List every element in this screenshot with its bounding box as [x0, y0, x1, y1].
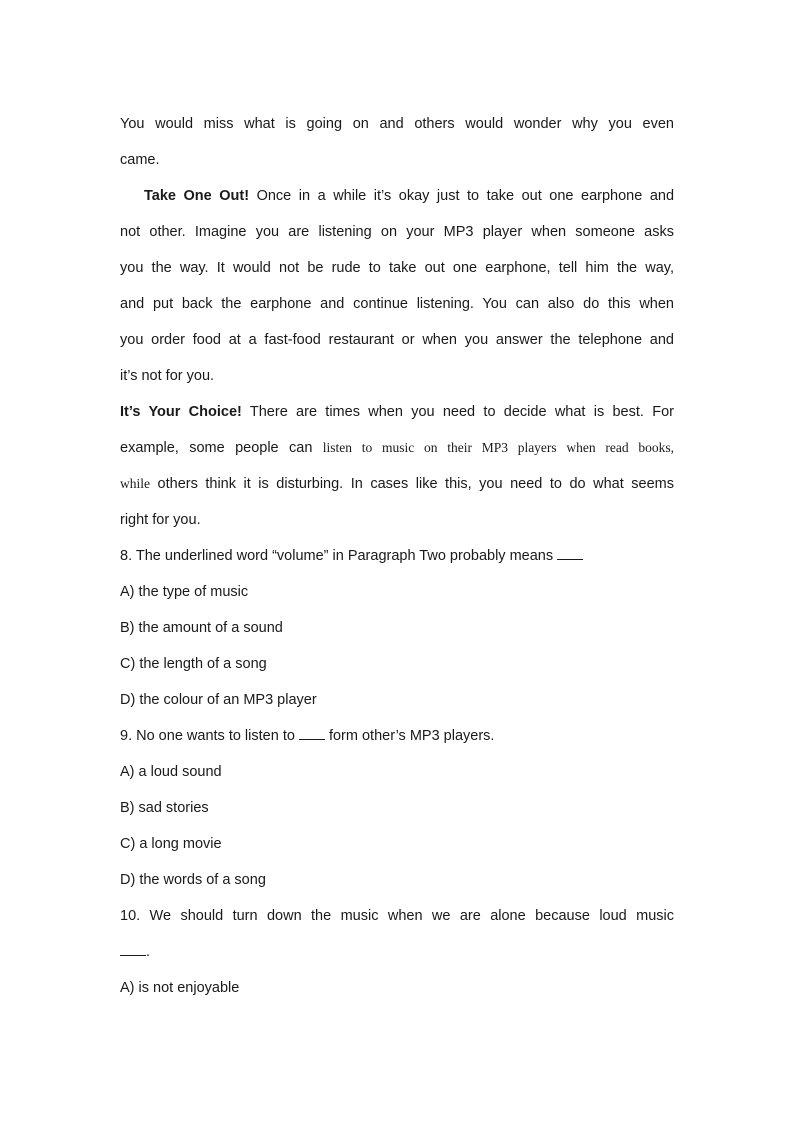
question-8-stem [120, 546, 583, 566]
passage-text: Once in a while it’s okay just to take out one earphone and [256, 188, 675, 204]
question-text: . [146, 944, 151, 960]
passage-line [144, 186, 674, 206]
passage-line: came. [120, 152, 160, 168]
passage-text-serif: while [120, 476, 150, 491]
passage-line: not other. Imagine you are listening on your MP3 player when someone asks [120, 224, 674, 240]
answer-blank [120, 943, 146, 956]
passage-line [120, 402, 674, 422]
passage-text: others think it is disturbing. In cases like this, you need to do what seems [157, 476, 674, 492]
answer-blank [557, 547, 583, 560]
passage-line: it’s not for you. [120, 368, 215, 384]
question-10-stem-end [120, 942, 150, 962]
section-heading-take-one-out: Take One Out! [144, 188, 250, 204]
question-9-option-d: D) the words of a song [120, 872, 266, 888]
passage-text: example, some people can [120, 440, 313, 456]
section-heading-your-choice: It’s Your Choice! [120, 404, 242, 420]
question-text: 8. The underlined word “volume” in Paragraph Two probably means [120, 548, 554, 564]
question-8-option-d: D) the colour of an MP3 player [120, 692, 317, 708]
passage-line: You would miss what is going on and others would wonder why you even [120, 116, 674, 132]
question-10-stem: 10. We should turn down the music when we are alone because loud music [120, 908, 674, 924]
passage-text-serif: listen to music on their MP3 players when read books, [322, 440, 674, 455]
question-8-option-c: C) the length of a song [120, 656, 267, 672]
question-8-option-b: B) the amount of a sound [120, 620, 283, 636]
answer-blank [299, 727, 325, 740]
passage-line [120, 438, 674, 458]
passage-line: right for you. [120, 512, 201, 528]
question-10-option-a: A) is not enjoyable [120, 980, 240, 996]
question-9-option-c: C) a long movie [120, 836, 222, 852]
passage-line [120, 474, 674, 494]
passage-line: and put back the earphone and continue listening. You can also do this when [120, 296, 674, 312]
question-9-stem [120, 726, 494, 746]
question-9-option-b: B) sad stories [120, 800, 209, 816]
question-text: 9. No one wants to listen to [120, 728, 295, 744]
question-8-option-a: A) the type of music [120, 584, 249, 600]
passage-line: you the way. It would not be rude to take out one earphone, tell him the way, [120, 260, 674, 276]
question-9-option-a: A) a loud sound [120, 764, 222, 780]
passage-text: There are times when you need to decide what is best. For [249, 404, 674, 420]
question-text: form other’s MP3 players. [328, 728, 495, 744]
passage-line: you order food at a fast-food restaurant or when you answer the telephone and [120, 332, 674, 348]
